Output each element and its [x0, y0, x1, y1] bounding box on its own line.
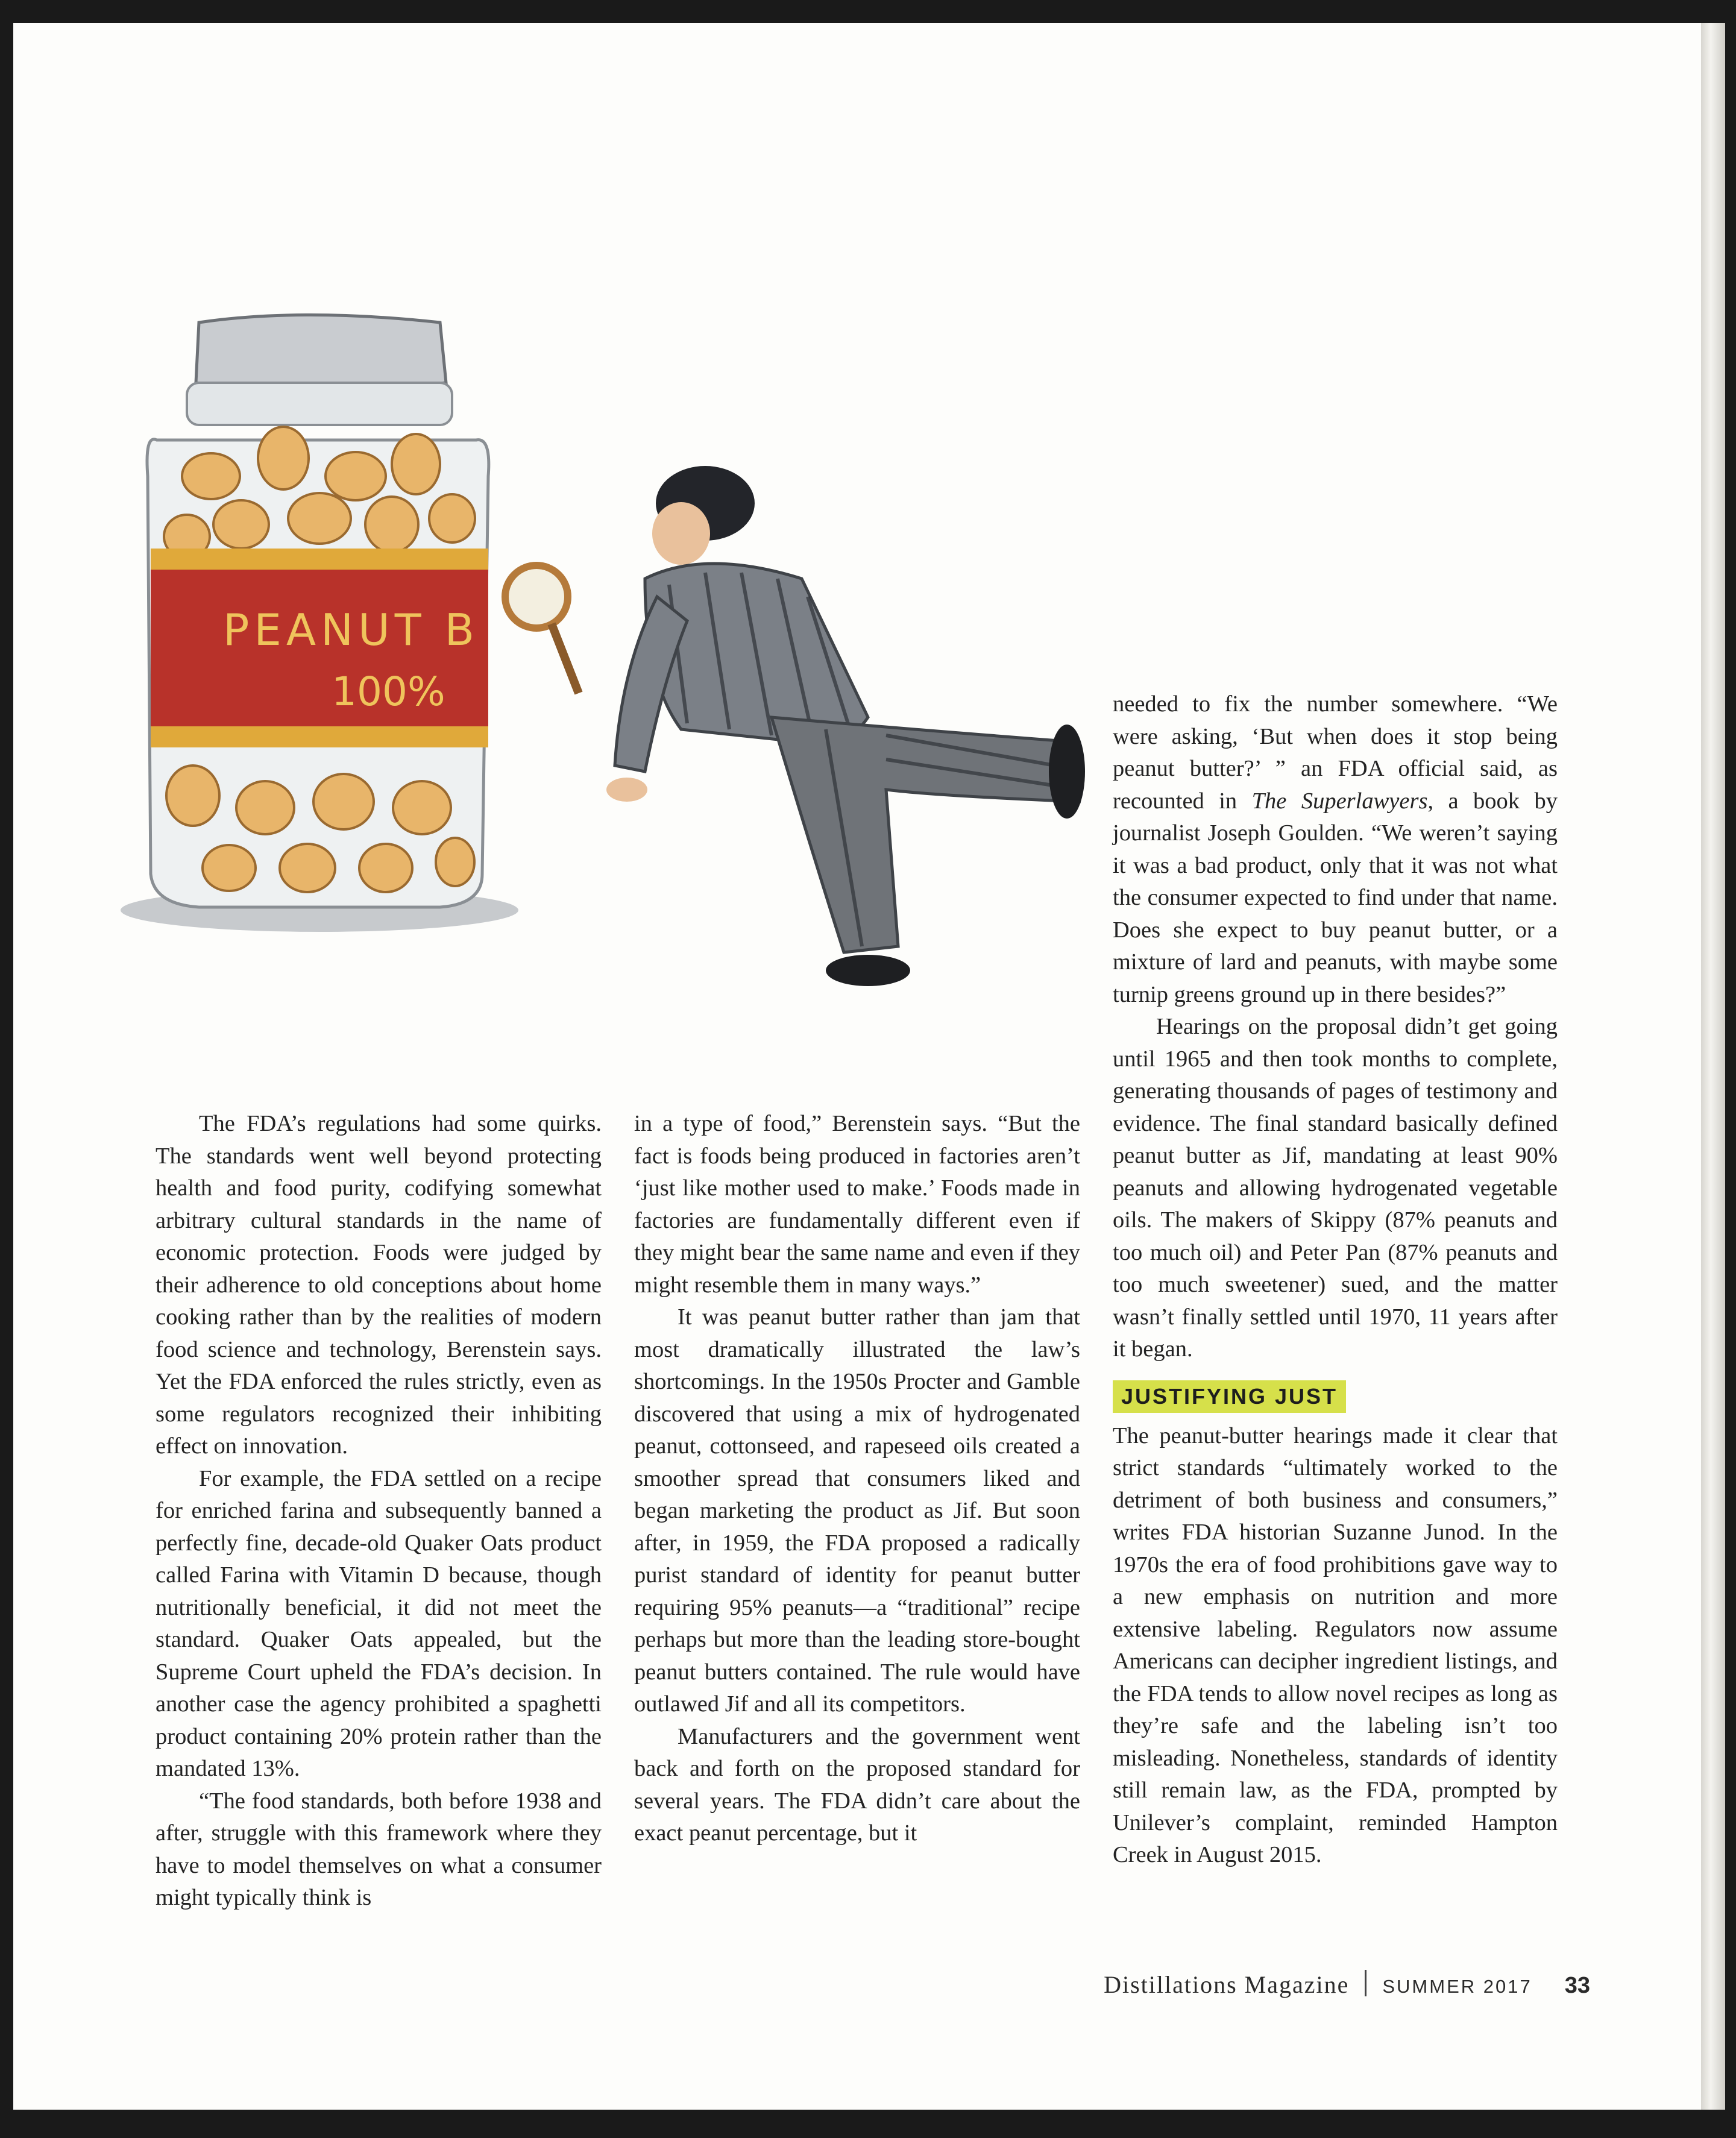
- page-number: 33: [1564, 1973, 1590, 1998]
- issue-date: SUMMER 2017: [1382, 1976, 1532, 1997]
- man-hand: [606, 778, 647, 802]
- paragraph: The peanut-butter hearings made it clear that strict standards “ultimately worked to the detriment of both business and consumers,” writes FDA historian Suzanne Junod. In the 1970s the era of food prohibitions gave way to a new emphasis on nutrition and more extensive labeling. Regulators now assume Americans can decipher ingredient listings, and the FDA tends to allow novel recipes as long as they’re safe and the labeling isn’t too misleading. Nonetheless, standards of identity still remain law, as the FDA, prompted by Unilever’s complaint, reminded Hampton Creek in August 2015.: [1113, 1423, 1558, 1867]
- paragraph: in a type of food,” Berenstein says. “But the fact is foods being produced in factories aren’t ‘just like mother used to make.’ Foods made in factories are fundamentally different even if they might bear the same name and even if they might resemble them in many ways.”: [634, 1111, 1080, 1298]
- article-column-1: [156, 1108, 602, 1914]
- man-figure: [505, 466, 1085, 986]
- page-footer: [1104, 1966, 1590, 1999]
- jar-label-text: PEANUT B: [223, 605, 479, 655]
- page-edge: [1701, 23, 1725, 2110]
- section-subhead: JUSTIFYING JUST: [1113, 1380, 1346, 1413]
- jar-label-percent: 100%: [332, 668, 445, 715]
- jar-lid: [196, 315, 446, 391]
- book-title: The Superlawyers: [1251, 788, 1428, 814]
- text-run: needed to fix the number somewhere. “We were asking, ‘But when does it stop being peanut butter?’ ” an FDA official said, as recounted in: [1113, 691, 1558, 814]
- man-face: [652, 502, 710, 565]
- paragraph: Manufacturers and the government went back and forth on the proposed standard for several years. The FDA didn’t care about the exact peanut percentage, but it: [634, 1723, 1080, 1846]
- paragraph: It was peanut butter rather than jam that most dramatically illustrated the law’s shortcomings. In the 1950s Procter and Gamble discovered that using a mix of hydrogenated peanut, cottonseed, and rapeseed oils created a smoother spread that consumers liked and began marketing the product as Jif. But soon after, in 1959, the FDA proposed a radically purist standard of identity for peanut butter requiring 95% peanuts—a “traditional” recipe perhaps but more than the leading store-bought peanut butters contained. The rule would have outlawed Jif and all its competitors.: [634, 1304, 1080, 1717]
- man-legs: [772, 717, 1079, 952]
- jar-neck: [187, 383, 452, 425]
- text-run: , a book by journalist Joseph Goulden. “We weren’t saying it was a bad product, only that it was not what the consumer expected to find under that name. Does she expect to buy peanut butter, or a mixture of lard and peanuts, with maybe some turnip greens ground up in there besides?”: [1113, 788, 1558, 1007]
- footer-divider: [1365, 1970, 1366, 1996]
- magnifying-glass-icon: [505, 565, 568, 628]
- man-shoe-front: [826, 955, 910, 986]
- paragraph: [1113, 688, 1558, 1011]
- article-column-3: [1113, 688, 1558, 1872]
- paragraph: For example, the FDA settled on a recipe for enriched farina and subsequently banned a perfectly fine, decade-old Quaker Oats product called Farina with Vitamin D because, though nutritionally beneficial, it did not meet the standard. Quaker Oats appealed, but the Supreme Court upheld the FDA’s decision. In another case the agency prohibited a spaghetti product containing 20% protein rather than the mandated 13%.: [156, 1465, 602, 1781]
- paragraph: Hearings on the proposal didn’t get going until 1965 and then took months to complete, generating thousands of pages of testimony and evidence. The final standard basically defined peanut butter as Jif, mandating at least 90% peanuts and allowing hydrogenated vegetable oils. The makers of Skippy (87% peanuts and too much oil) and Peter Pan (87% peanuts and too much sweetener) sued, and the matter wasn’t finally settled until 1970, 11 years after it began.: [1113, 1014, 1558, 1362]
- paragraph: “The food standards, both before 1938 and after, struggle with this framework where they have to model themselves on what a consumer might typically think is: [156, 1788, 602, 1910]
- peanut-butter-illustration: [102, 295, 1103, 1061]
- magazine-name: Distillations Magazine: [1104, 1971, 1350, 1998]
- article-column-2: [634, 1108, 1080, 1850]
- man-shoe-back: [1049, 725, 1085, 819]
- paragraph: The FDA’s regulations had some quirks. The standards went well beyond protecting health and food purity, codifying somewhat arbitrary cultural standards in the name of economic protection. Foods were judged by their adherence to old conceptions about home cooking rather than by the realities of modern food science and technology, Berenstein says. Yet the FDA enforced the rules strictly, even as some regulators recognized their inhibiting effect on innovation.: [156, 1111, 602, 1459]
